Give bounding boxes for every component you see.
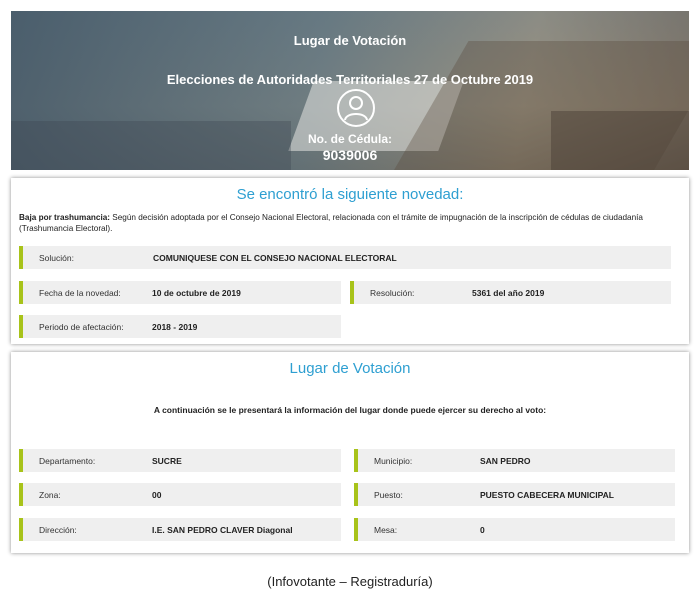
departamento-label: Departamento: (39, 456, 96, 466)
lugar-instructions: A continuación se le presentará la información del lugar donde puede ejercer su derecho al voto: (153, 405, 547, 415)
mesa-field (354, 518, 675, 541)
zona-value: 00 (152, 490, 162, 500)
municipio-value: SAN PEDRO (480, 456, 531, 466)
novedad-detail: Según decisión adoptada por el Consejo Nacional Electoral, relacionada con el trámite de impugnación de la inscripción de cédulas de ciudadanía (Trashumancia Electoral). (19, 213, 643, 233)
fecha-label: Fecha de la novedad: (39, 288, 121, 298)
resolucion-label: Resolución: (370, 288, 415, 298)
direccion-value: I.E. SAN PEDRO CLAVER Diagonal (152, 525, 293, 535)
banner-title: Lugar de Votación (293, 33, 407, 48)
novedad-type: Baja por trashumancia: (19, 213, 110, 222)
user-avatar-icon (337, 89, 375, 127)
novedad-description (19, 212, 681, 234)
fecha-value: 10 de octubre de 2019 (152, 288, 241, 298)
puesto-value: PUESTO CABECERA MUNICIPAL (480, 490, 614, 500)
departamento-value: SUCRE (152, 456, 182, 466)
solucion-value: COMUNIQUESE CON EL CONSEJO NACIONAL ELECTORAL (153, 253, 397, 263)
direccion-field (19, 518, 341, 541)
lugar-card (11, 352, 689, 553)
solucion-label: Solución: (39, 253, 74, 263)
cedula-label: No. de Cédula: (307, 132, 392, 146)
header-banner (11, 11, 689, 170)
zona-label: Zona: (39, 490, 61, 500)
periodo-value: 2018 - 2019 (152, 322, 198, 332)
novedad-title: Se encontró la siguiente novedad: (236, 186, 464, 203)
image-caption: (Infovotante – Registraduría) (267, 574, 433, 589)
periodo-label: Periodo de afectación: (39, 322, 124, 332)
election-name: Elecciones de Autoridades Territoriales 27 de Octubre 2019 (166, 72, 534, 87)
mesa-value: 0 (480, 525, 485, 535)
departamento-field (19, 449, 341, 472)
resolucion-field (350, 281, 671, 304)
periodo-field (19, 315, 341, 338)
municipio-field (354, 449, 675, 472)
novedad-card (11, 178, 689, 344)
direccion-label: Dirección: (39, 525, 77, 535)
solucion-field (19, 246, 671, 269)
zona-field (19, 483, 341, 506)
fecha-field (19, 281, 341, 304)
municipio-label: Municipio: (374, 456, 413, 466)
lugar-title: Lugar de Votación (289, 360, 411, 377)
puesto-label: Puesto: (374, 490, 403, 500)
puesto-field (354, 483, 675, 506)
cedula-value: 9039006 (322, 147, 378, 163)
resolucion-value: 5361 del año 2019 (472, 288, 545, 298)
mesa-label: Mesa: (374, 525, 398, 535)
